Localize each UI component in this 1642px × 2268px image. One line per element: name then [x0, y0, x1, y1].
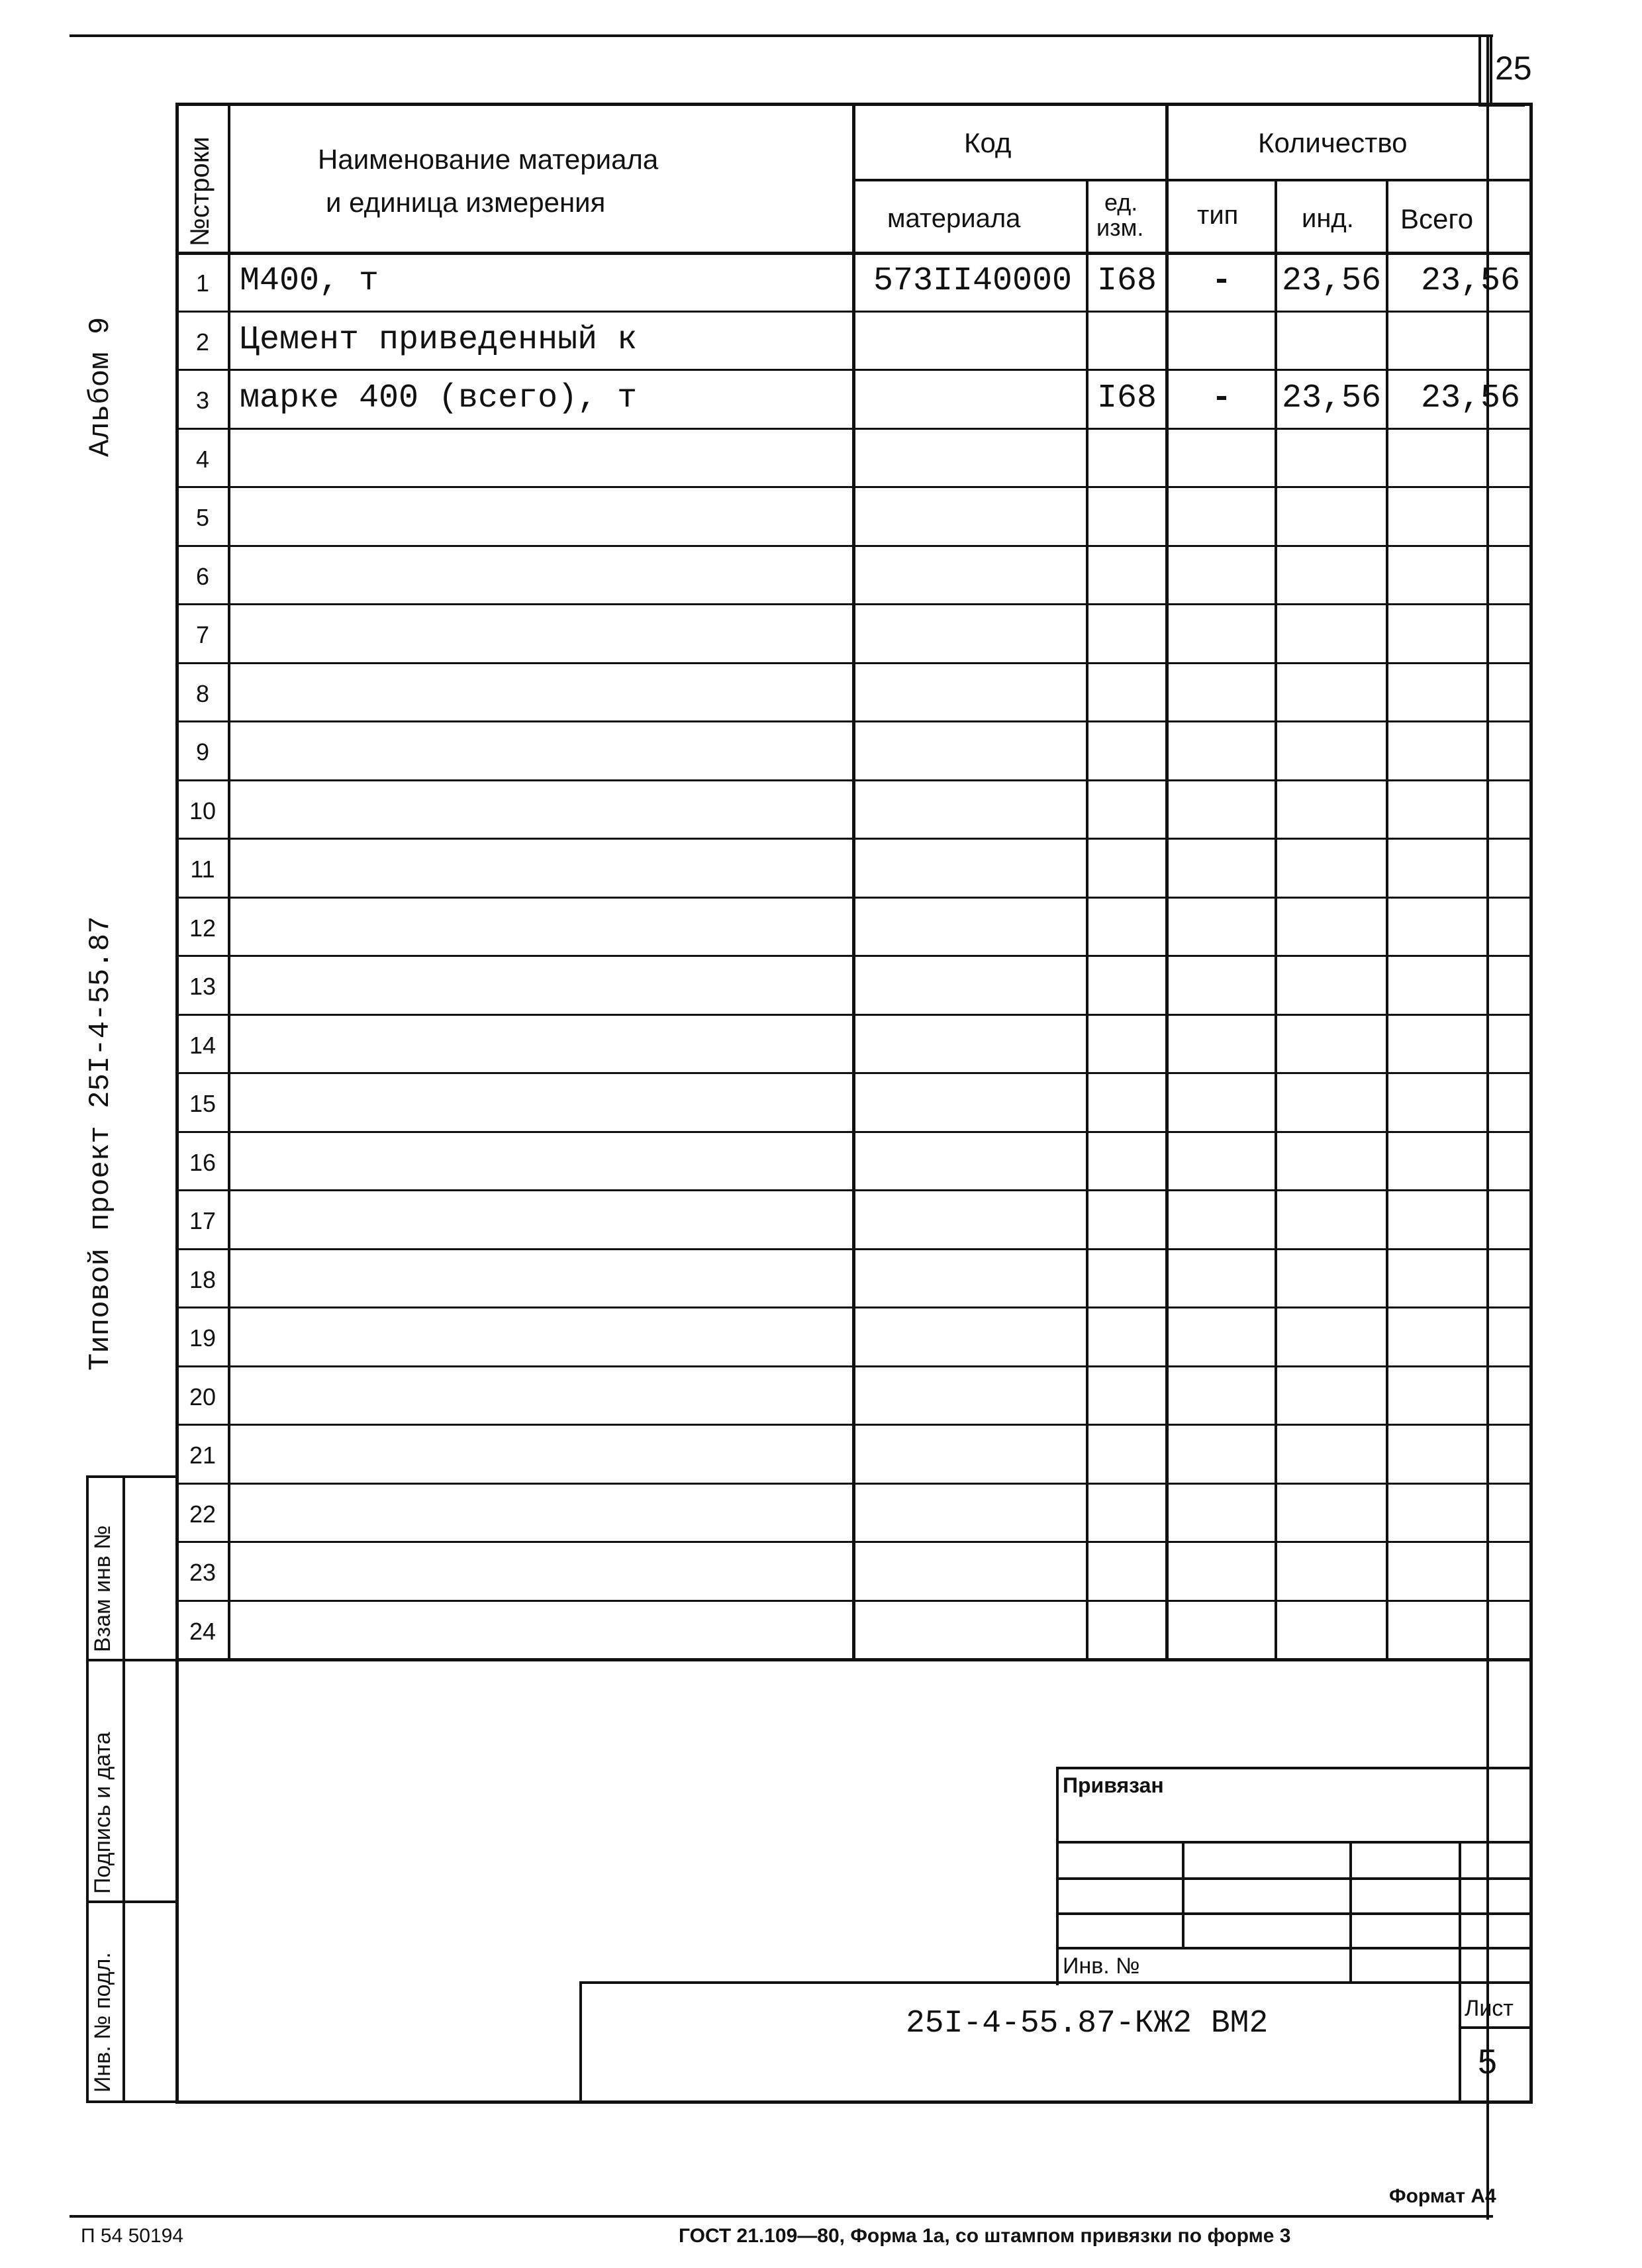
header-code-unit-2: изм.	[1096, 214, 1144, 241]
row-line	[175, 838, 1533, 840]
bind-top	[1056, 1767, 1531, 1769]
page-number-box-right	[1490, 34, 1492, 105]
row-line	[175, 779, 1533, 781]
row-number: 17	[189, 1207, 217, 1234]
row-number: 10	[189, 797, 217, 824]
row-line	[175, 720, 1533, 722]
row-line	[175, 897, 1533, 899]
header-bottom-line	[175, 252, 1533, 255]
cell-total: 23,56	[1420, 379, 1520, 417]
header-sub-line	[852, 179, 1533, 181]
row-number: 4	[195, 446, 210, 473]
row-line	[175, 1541, 1533, 1543]
row-number: 20	[189, 1383, 217, 1410]
cell-type: -	[1211, 379, 1232, 417]
left-stamp-div1	[86, 1659, 177, 1661]
cell-total: 23,56	[1420, 262, 1520, 300]
row-line	[175, 1248, 1533, 1250]
cell-name: марке 400 (всего), т	[240, 379, 638, 417]
row-line	[175, 369, 1533, 371]
row-number: 23	[189, 1559, 217, 1586]
row-line	[175, 1014, 1533, 1016]
row-line	[175, 1072, 1533, 1074]
row-number: 21	[189, 1442, 217, 1469]
side-album-label: Альбом 9	[84, 317, 117, 457]
bind-left	[1056, 1767, 1059, 1985]
footer-gost: ГОСТ 21.109—80, Форма 1а, со штампом привязки по форме 3	[679, 2225, 1291, 2247]
cell-code: 573II40000	[873, 262, 1073, 300]
row-number: 9	[195, 738, 210, 765]
header-code-unit-1: ед.	[1104, 189, 1138, 216]
row-line	[175, 603, 1533, 605]
title-left	[579, 1981, 582, 2102]
row-line	[175, 1483, 1533, 1485]
header-qty-total: Всего	[1400, 203, 1474, 234]
bind-inv-no: Инв. №	[1063, 1953, 1140, 1979]
header-name-line2: и единица измерения	[326, 187, 606, 218]
cell-type: -	[1211, 262, 1232, 300]
row-number: 11	[190, 856, 215, 883]
bottom-frame-line	[70, 2215, 1493, 2218]
left-stamp-podpis: Подпись и дата	[90, 1732, 115, 1894]
lower-frame-bottom	[175, 2100, 1533, 2104]
row-number: 16	[189, 1149, 217, 1176]
row-line	[175, 1131, 1533, 1133]
header-code-material: материала	[887, 204, 1021, 233]
row-line	[175, 662, 1533, 664]
cell-ind: 23,56	[1281, 262, 1382, 300]
row-number: 6	[195, 563, 210, 590]
footer-format: Формат А4	[1389, 2185, 1496, 2207]
page-number: 25	[1495, 50, 1532, 87]
cell-unit: I68	[1096, 379, 1157, 417]
title-sheet-value: 5	[1478, 2043, 1497, 2081]
row-number: 5	[195, 504, 210, 531]
header-name-line1: Наименование материала	[318, 144, 659, 175]
row-line	[175, 1600, 1533, 1602]
bind-privyazan: Привязан	[1063, 1773, 1164, 1797]
left-stamp-top	[86, 1475, 177, 1478]
row-line	[175, 428, 1533, 430]
bind-col3	[1459, 1841, 1461, 2102]
row-number: 1	[195, 270, 210, 297]
footer-left-code: П 54 50194	[81, 2225, 184, 2247]
row-number: 8	[195, 680, 210, 707]
row-number: 14	[189, 1032, 217, 1059]
row-number: 24	[189, 1618, 217, 1645]
header-code: Код	[964, 127, 1012, 158]
title-doc-code: 25I-4-55.87-КЖ2 ВМ2	[906, 2006, 1269, 2042]
header-quantity: Количество	[1258, 127, 1408, 158]
row-line	[175, 1307, 1533, 1308]
title-sheet-label: Лист	[1465, 1996, 1514, 2021]
row-line	[175, 311, 1533, 313]
cell-ind: 23,56	[1281, 379, 1382, 417]
header-qty-type: тип	[1197, 201, 1239, 230]
cell-name: М400, т	[240, 262, 379, 300]
row-line	[175, 1658, 1533, 1661]
row-number: 18	[189, 1266, 217, 1293]
right-frame-line	[1486, 34, 1489, 2220]
page-number-box-left	[1478, 34, 1481, 105]
row-line	[175, 486, 1533, 488]
row-line	[175, 1365, 1533, 1367]
row-number: 22	[189, 1501, 217, 1528]
row-number: 7	[195, 621, 210, 648]
cell-name: Цемент приведенный к	[240, 321, 638, 359]
bind-col1	[1182, 1841, 1184, 1947]
row-line	[175, 955, 1533, 957]
title-top	[579, 1981, 1533, 1984]
bind-col2	[1349, 1841, 1352, 1983]
cell-unit: I68	[1096, 262, 1157, 300]
left-stamp-bottom	[86, 2100, 177, 2103]
row-line	[175, 1189, 1533, 1191]
row-number: 19	[189, 1324, 217, 1352]
row-line	[175, 545, 1533, 547]
header-qty-ind: инд.	[1302, 204, 1354, 233]
row-number: 2	[195, 328, 210, 356]
row-line	[175, 1424, 1533, 1426]
title-sheet-div	[1459, 2026, 1531, 2029]
left-stamp-vzam: Взам инв №	[90, 1525, 115, 1652]
header-rownum: №строки	[185, 136, 215, 246]
row-number: 3	[195, 387, 210, 414]
row-number: 15	[189, 1090, 217, 1117]
table-top-border	[175, 103, 1533, 106]
left-stamp-inner	[122, 1475, 125, 2102]
row-number: 13	[189, 973, 217, 1000]
left-stamp-inv-podl: Инв. № подл.	[90, 1952, 115, 2093]
table-right-border	[1529, 103, 1533, 2102]
left-stamp-div2	[86, 1900, 177, 1903]
side-project-label: Типовой проект 25I-4-55.87	[84, 916, 117, 1371]
left-stamp-outer-left	[86, 1475, 89, 2102]
top-border-line	[70, 34, 1493, 37]
row-number: 12	[189, 914, 217, 942]
